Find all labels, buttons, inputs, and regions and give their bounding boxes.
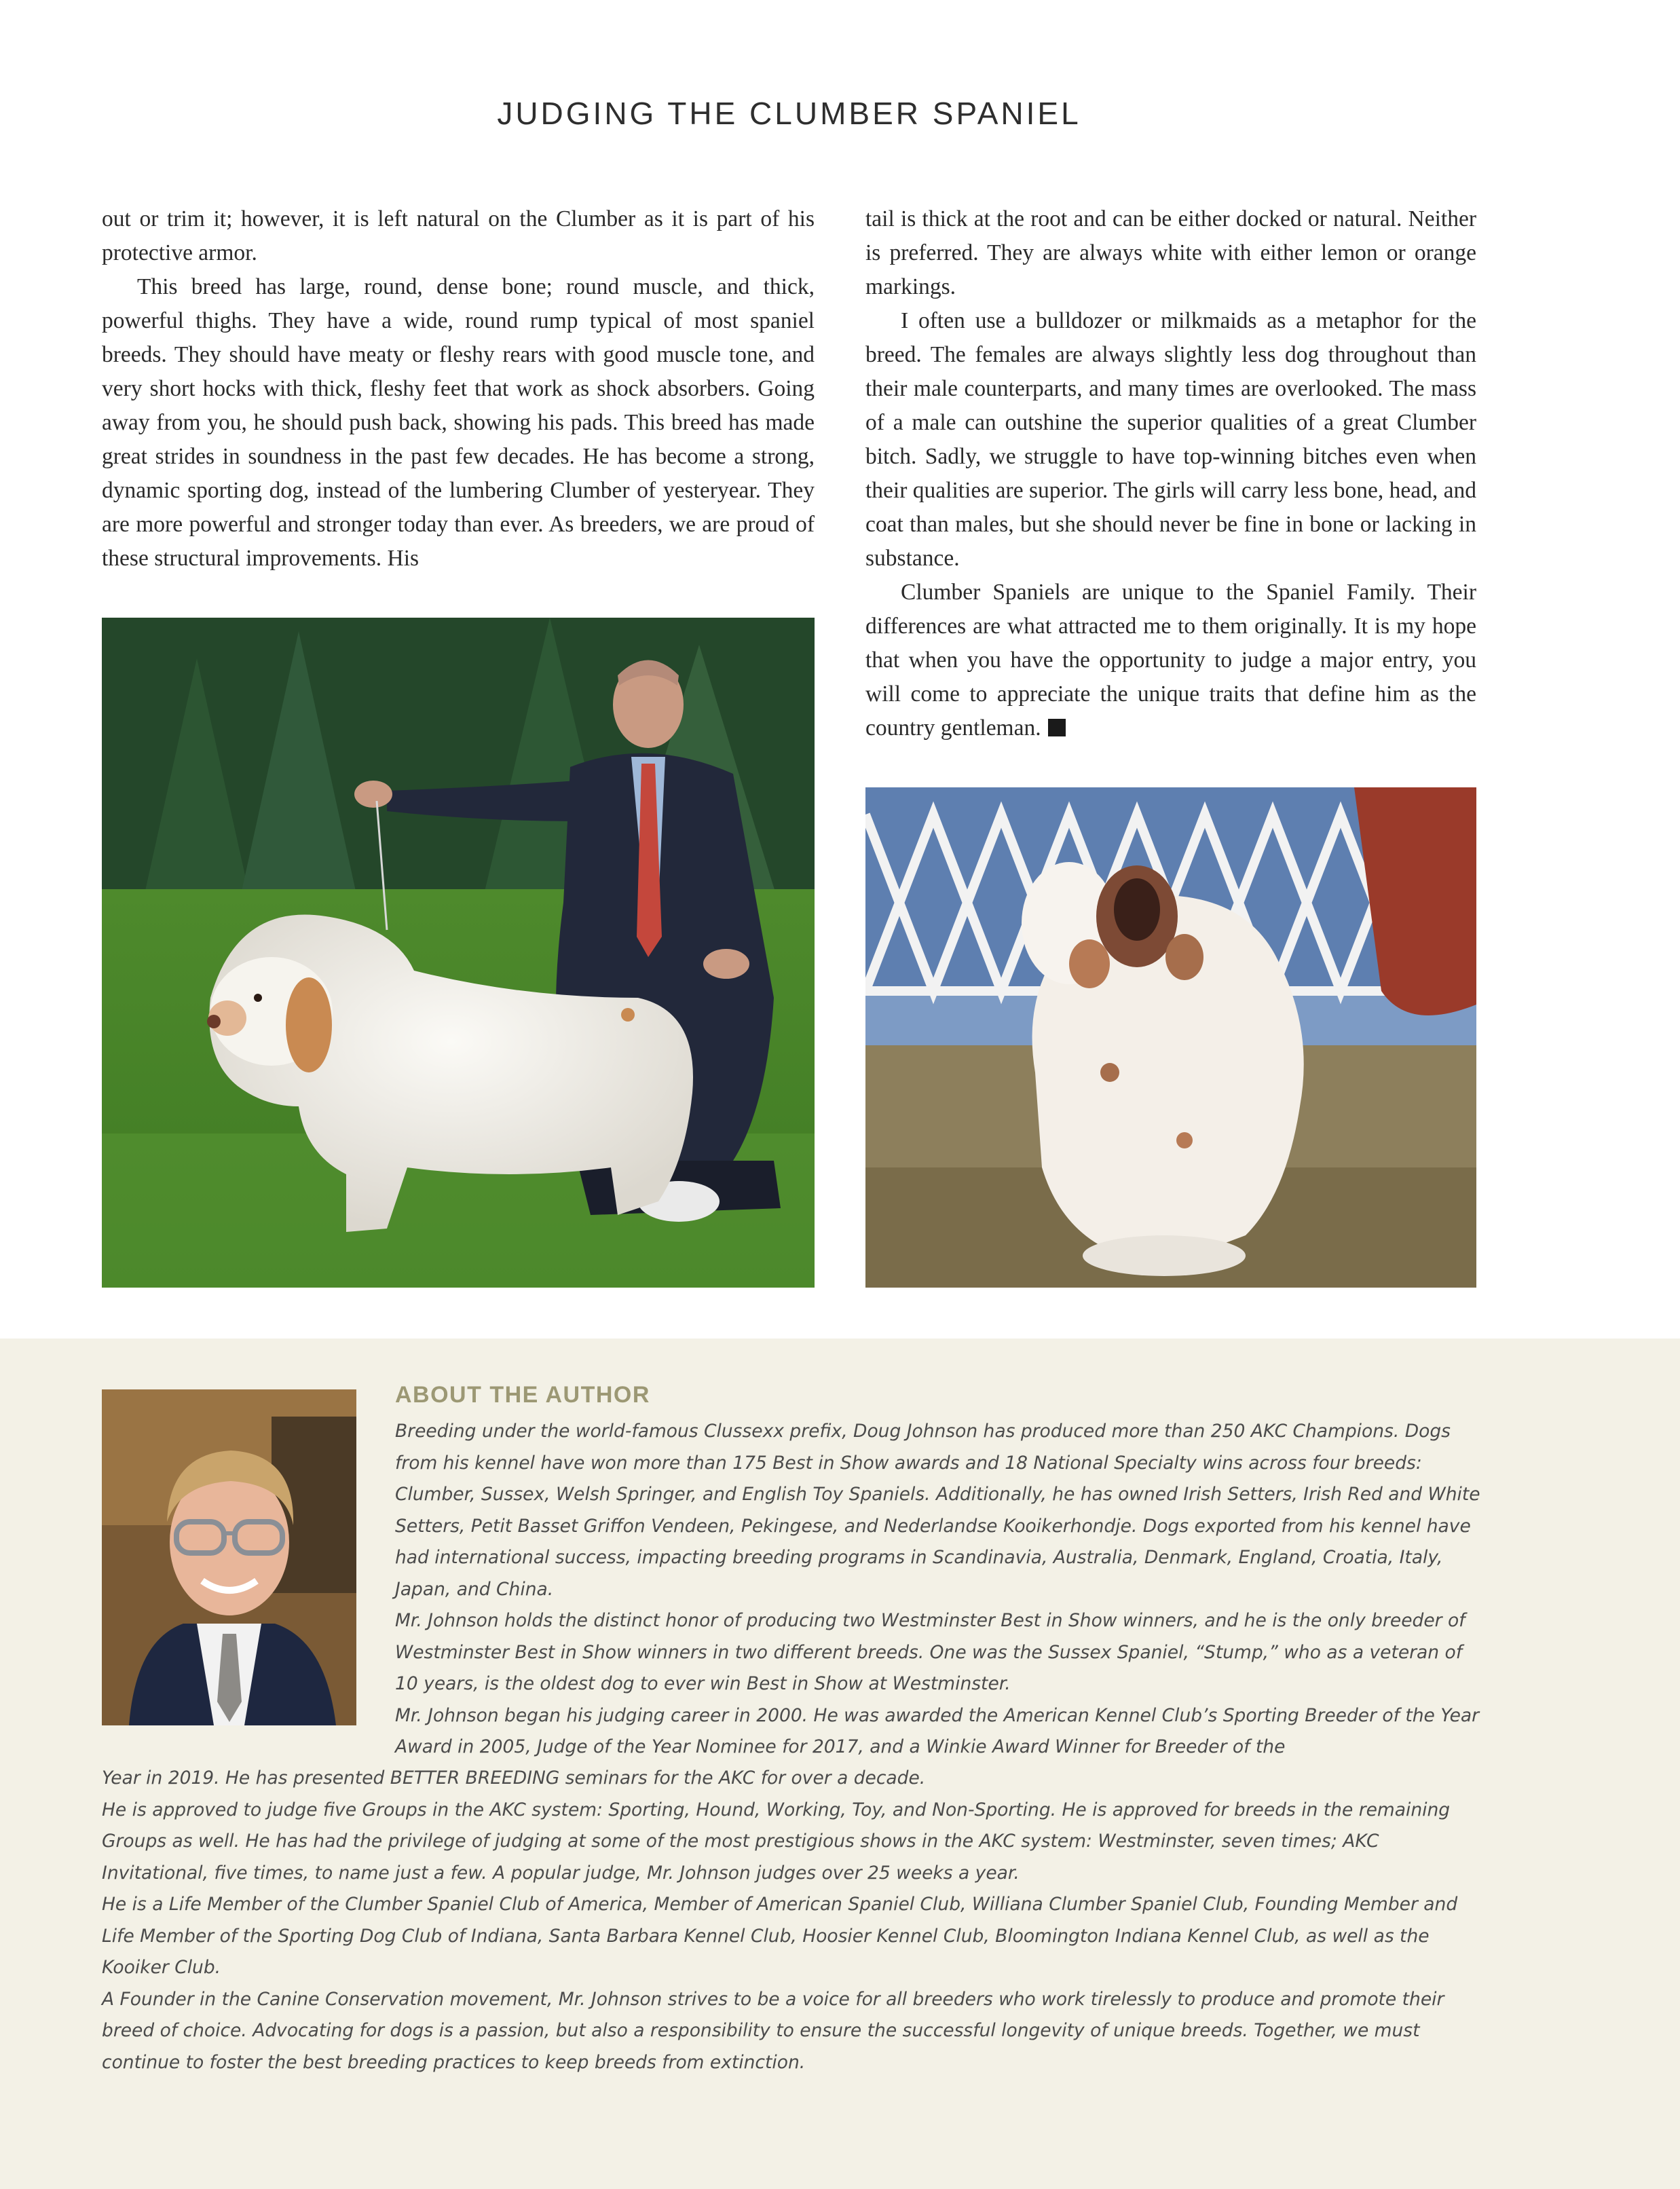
article-paragraph: tail is thick at the root and can be either docked or natural. Neither is preferred. They are always white with either lemon or orange markings. [865, 206, 1476, 299]
author-bio-paragraph: Mr. Johnson began his judging career in 2000. He was awarded the American Kennel Club’s Sporting Breeder of the Year Award in 2005, Judge of the Year Nominee for 2017, and a Winkie Award Winner for Breeder of the [395, 1704, 1480, 1757]
article-paragraph-final [865, 576, 1476, 745]
author-bio-upper [395, 1416, 1481, 1763]
article-paragraph: out or trim it; however, it is left natural on the Clumber as it is part of his protective armor. [102, 206, 815, 265]
author-bio-paragraph: Year in 2019. He has presented BETTER BREEDING seminars for the AKC for over a decade. [102, 1767, 926, 1789]
photo-clumber-gaiting [865, 787, 1476, 1288]
author-portrait [102, 1389, 356, 1725]
article-left-column [102, 202, 815, 576]
author-bio-paragraph: Breeding under the world-famous Clussexx prefix, Doug Johnson has produced more than 250 AKC Champions. Dogs from his kennel have won more than 175 Best in Show awards and 18 National Specialty wins across four breeds: Clumber, Sussex, Welsh Springer, and English Toy Spaniels. Additionally, he has owned Irish Setters, Irish Red and White Setters, Petit Basset Griffon Vendeen, Pekingese, and Nederlandse Kooikerhondje. Dogs exported from his kennel have had international success, impacting breeding programs in Scandinavia, Australia, Denmark, England, Croatia, Italy, Japan, and China. [395, 1421, 1480, 1600]
article-paragraph: I often use a bulldozer or milkmaids as a metaphor for the breed. The females are always slightly less dog throughout than their male counterparts, and many times are overlooked. The mass of a male can outshine the superior qualities of a great Clumber bitch. Sadly, we struggle to have top-winning bitches even when their qualities are superior. The girls will carry less bone, head, and coat than males, but she should never be fine in bone or lacking in substance. [865, 308, 1476, 571]
article-paragraph-text: Clumber Spaniels are unique to the Spaniel Family. Their differences are what attracted me to them originally. It is my hope that when you have the opportunity to judge a major entry, you will come to appreciate the unique traits that define him as the country gentleman. [865, 580, 1476, 741]
photo-handler-with-clumber-drawing [102, 618, 815, 1288]
article-right-column [865, 202, 1476, 745]
end-mark-icon [1048, 719, 1066, 736]
author-bio-paragraph: He is a Life Member of the Clumber Spaniel Club of America, Member of American Spaniel Club, Williana Clumber Spaniel Club, Founding Member and Life Member of the Sporting Dog Club of Indiana, Santa Barbara Kennel Club, Hoosier Kennel Club, Bloomington Indiana Kennel Club, as well as the Kooiker Club. [102, 1894, 1458, 1978]
author-bio-paragraph: Mr. Johnson holds the distinct honor of producing two Westminster Best in Show winners, and he is the only breeder of Westminster Best in Show winners in two different breeds. One was the Sussex Spaniel, “Stump,” who as a veteran of 10 years, is the oldest dog to ever win Best in Show at Westminster. [395, 1610, 1466, 1694]
page-title: JUDGING THE CLUMBER SPANIEL [497, 96, 1081, 131]
author-heading: ABOUT THE AUTHOR [395, 1382, 650, 1408]
article-paragraph: This breed has large, round, dense bone; round muscle, and thick, powerful thighs. They have a wide, round rump typical of most spaniel breeds. They should have meaty or fleshy rears with good muscle tone, and very short hocks with thick, fleshy feet that work as shock absorbers. Going away from you, he should push back, showing his pads. This breed has made great strides in soundness in the past few decades. He has become a strong, dynamic sporting dog, instead of the lumbering Clumber of yesteryear. They are more powerful and stronger today than ever. As breeders, we are proud of these structural improvements. His [102, 274, 815, 571]
author-bio-paragraph: A Founder in the Canine Conservation movement, Mr. Johnson strives to be a voice for all breeders who work tirelessly to produce and promote their breed of choice. Advocating for dogs is a passion, but also a responsibility to ensure the successful longevity of unique breeds. Together, we must continue to foster the best breeding practices to keep breeds from extinction. [102, 1988, 1444, 2073]
photo-handler-with-clumber [102, 618, 815, 1288]
photo-clumber-gaiting-drawing [865, 787, 1476, 1288]
author-bio-paragraph: He is approved to judge five Groups in the AKC system: Sporting, Hound, Working, Toy, and Non-Sporting. He is approved for breeds in the remaining Groups as well. He has had the privilege of judging at some of the most prestigious shows in the AKC system: Westminster, seven times; AKC Invitational, five times, to name just a few. A popular judge, Mr. Johnson judges over 25 weeks a year. [102, 1799, 1451, 1884]
author-bio-lower [102, 1763, 1487, 2078]
author-portrait-drawing [102, 1389, 356, 1725]
